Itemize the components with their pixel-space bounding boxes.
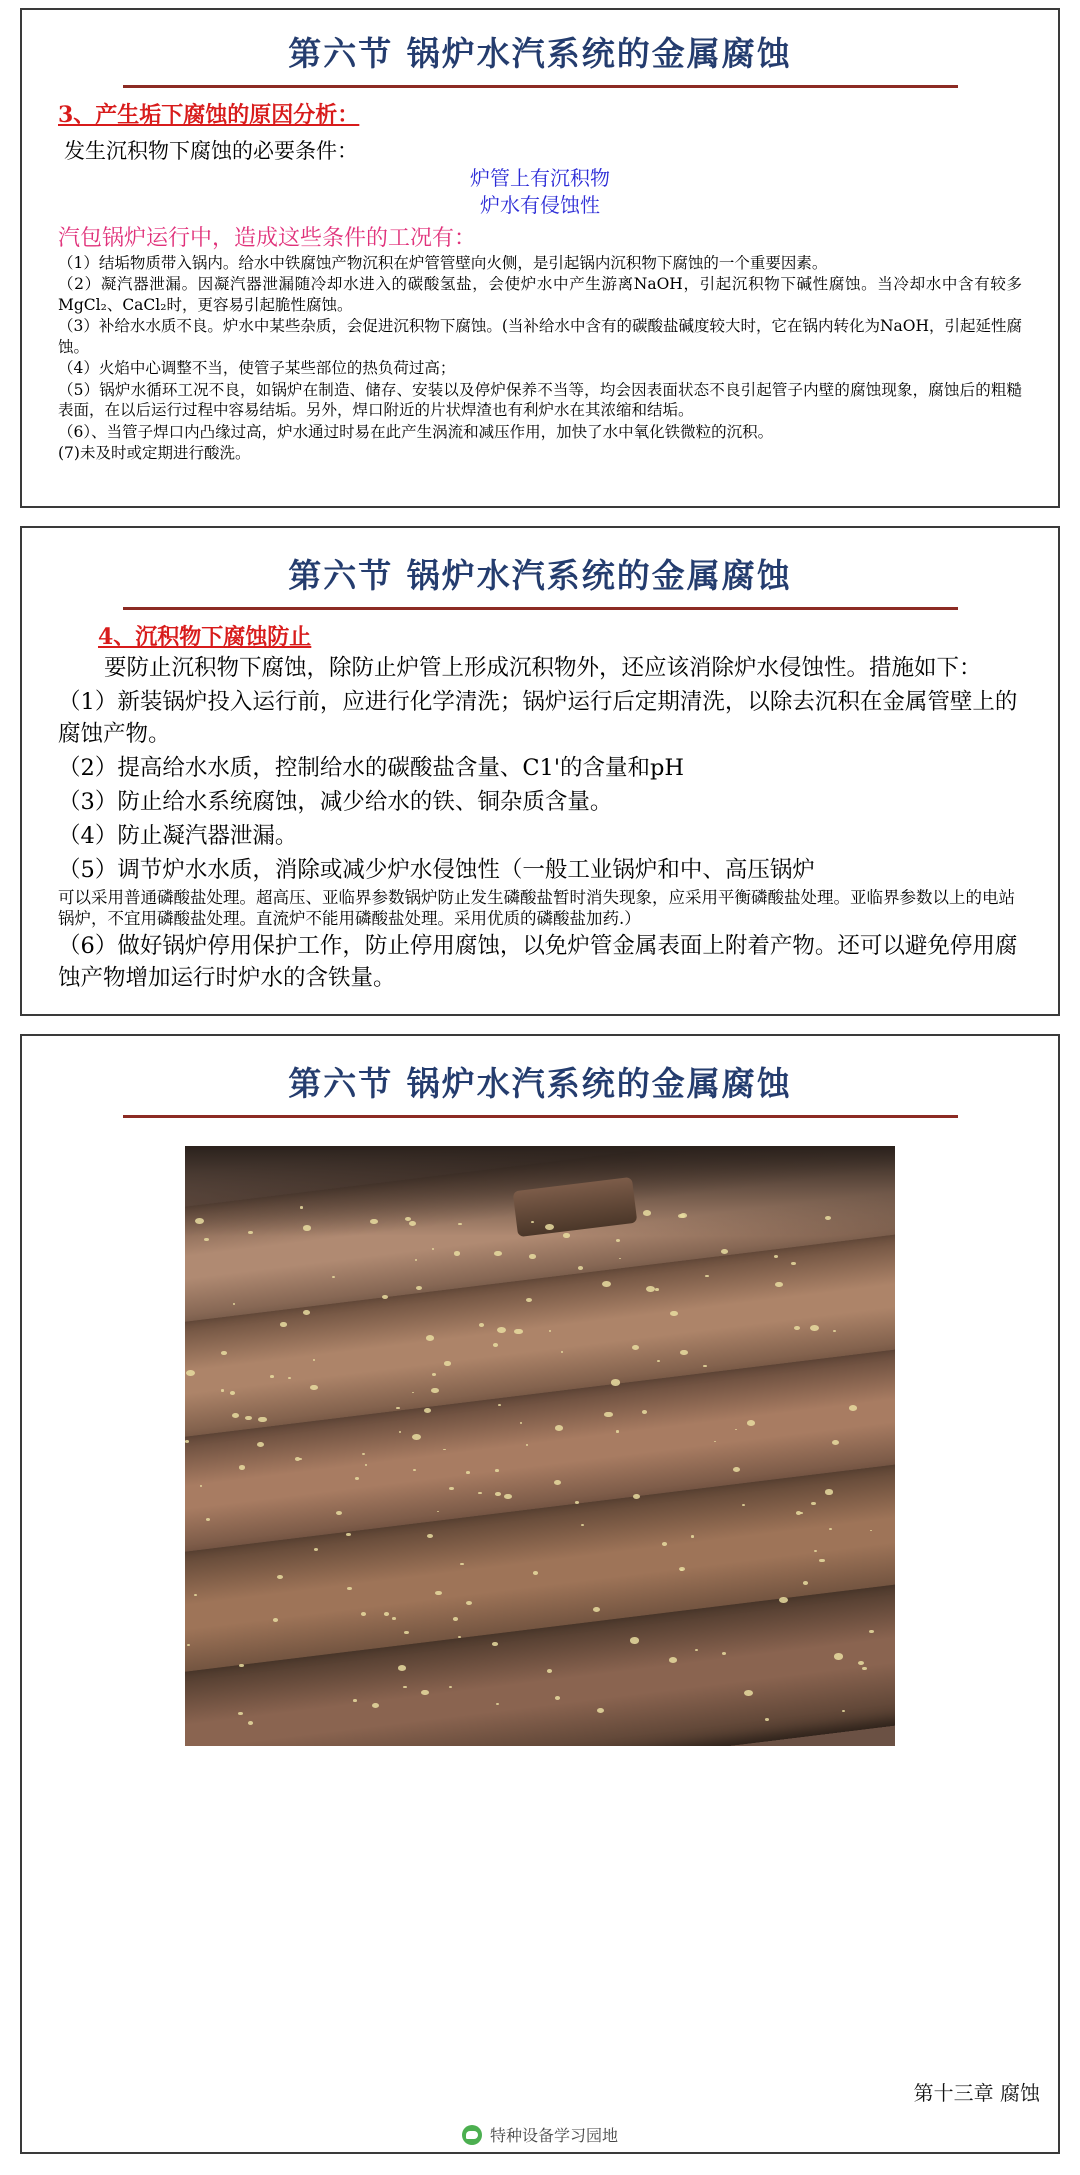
deposit-speck [300, 1206, 303, 1208]
title-divider [123, 1115, 958, 1118]
deposit-speck [303, 1310, 310, 1315]
slide-2-title: 第六节 锅炉水汽系统的金属腐蚀 [288, 556, 792, 595]
deposit-speck [453, 1617, 458, 1620]
deposit-speck [643, 1210, 651, 1216]
deposit-speck [655, 1288, 659, 1291]
deposit-speck [270, 1375, 274, 1378]
pink-statement: 汽包锅炉运行中，造成这些条件的工况有： [58, 226, 477, 251]
deposit-speck [680, 1350, 688, 1355]
deposit-speck [412, 1434, 421, 1440]
paragraph: （3）防止给水系统腐蚀，减少给水的铁、铜杂质含量。 [58, 788, 613, 815]
deposit-speck [662, 1542, 667, 1545]
deposit-speck [460, 1563, 464, 1565]
deposit-speck [204, 1238, 208, 1241]
deposit-speck [492, 1642, 497, 1646]
deposit-speck [336, 1511, 342, 1515]
deposit-speck [187, 1644, 190, 1646]
deposit-speck [597, 1708, 604, 1713]
deposit-speck [432, 1373, 436, 1376]
corrosion-photo [185, 1146, 895, 1746]
list-item: （4）火焰中心调整不当，使管子某些部位的热负荷过高； [58, 359, 456, 378]
deposit-speck [849, 1405, 857, 1411]
deposit-speck [495, 1469, 499, 1472]
paragraph: （5）调节炉水水质，消除或减少炉水侵蚀性（一般工业锅炉和中、高压锅炉 [58, 856, 815, 883]
deposit-speck [578, 1266, 583, 1270]
section-heading: 4、沉积物下腐蚀防止 [98, 624, 312, 650]
condition-2: 炉水有侵蚀性 [480, 193, 600, 217]
deposit-speck [496, 1703, 499, 1705]
deposit-speck [280, 1322, 287, 1327]
deposit-speck [561, 1351, 563, 1353]
deposit-speck [670, 1311, 677, 1316]
deposit-speck [611, 1379, 620, 1385]
deposit-speck [619, 1258, 621, 1259]
deposit-speck [520, 1422, 523, 1424]
deposit-speck [245, 1416, 251, 1420]
list-item: （1）结垢物质带入锅内。给水中铁腐蚀产物沉积在炉管管壁向火侧，是引起锅内沉积物下腐蚀的一个重要因素。 [58, 254, 828, 272]
deposit-speck [437, 1511, 439, 1512]
deposit-speck [555, 1425, 563, 1431]
paragraph: （4）防止凝汽器泄漏。 [58, 822, 298, 849]
section-subheading: 发生沉积物下腐蚀的必要条件： [64, 139, 358, 163]
slide-3-title: 第六节 锅炉水汽系统的金属腐蚀 [288, 1064, 792, 1103]
deposit-speck [258, 1417, 266, 1423]
slide-2-body [22, 610, 1058, 995]
deposit-speck [765, 1718, 769, 1721]
deposit-speck [431, 1388, 438, 1393]
deposit-speck [384, 1612, 389, 1615]
deposit-speck [399, 1431, 402, 1433]
deposit-speck [347, 1587, 351, 1590]
list-item: (7)未及时或定期进行酸洗。 [58, 444, 251, 463]
deposit-speck [679, 1567, 685, 1571]
deposit-speck [392, 1617, 396, 1620]
deposit-speck [444, 1361, 450, 1365]
deposit-speck [529, 1254, 536, 1259]
note-paragraph: 可以采用普通磷酸盐处理。超高压、亚临界参数锅炉防止发生磷酸盐暂时消失现象，应采用平衡磷酸盐处理。亚临界参数以上的电站锅炉，不宜用磷酸盐处理。直流炉不能用磷酸盐处理。采用优质的磷酸盐加药.） [58, 887, 1015, 928]
paragraph: 要防止沉积物下腐蚀，除防止炉管上形成沉积物外，还应该消除炉水侵蚀性。措施如下： [104, 655, 982, 681]
deposit-speck [678, 1214, 685, 1219]
deposit-speck [413, 1469, 416, 1471]
deposit-speck [257, 1442, 264, 1447]
deposit-speck [273, 1618, 278, 1622]
slide-1-body [22, 88, 1058, 464]
deposit-speck [404, 1631, 409, 1634]
deposit-speck [479, 1323, 484, 1327]
deposit-speck [705, 1275, 709, 1278]
deposit-speck [744, 1690, 753, 1696]
deposit-speck [426, 1335, 434, 1341]
document-page [0, 8, 1080, 2154]
deposit-speck [239, 1664, 244, 1667]
paragraph: （1）新装锅炉投入运行前，应进行化学清洗；锅炉运行后定期清洗，以除去沉积在金属管壁上的腐蚀产物。 [58, 688, 1018, 747]
section-heading: 3、产生垢下腐蚀的原因分析： [58, 102, 360, 128]
deposit-speck [526, 1298, 532, 1302]
deposit-speck [416, 1286, 422, 1290]
deposit-speck [497, 1327, 506, 1333]
deposit-speck [498, 1404, 501, 1406]
deposit-speck [409, 1221, 416, 1226]
page-footer: 第十三章 腐蚀 [913, 2081, 1040, 2105]
deposit-speck [206, 1518, 210, 1521]
list-item: （5）锅炉水循环工况不良，如锅炉在制造、储存、安装以及停炉保养不当等，均会因表面状态不良引起管子内壁的腐蚀现象，腐蚀后的粗糙表面，在以后运行过程中容易结垢。另外，焊口附近的片状焊渣也有利炉水在其浓缩和结垢。 [58, 380, 1022, 420]
deposit-speck [825, 1489, 833, 1494]
slide-3 [20, 1034, 1060, 2154]
deposit-speck [421, 1690, 428, 1695]
deposit-speck [779, 1597, 788, 1603]
deposit-speck [303, 1225, 311, 1230]
deposit-speck [239, 1465, 246, 1470]
wechat-icon [462, 2125, 482, 2145]
deposit-speck [365, 1464, 367, 1466]
deposit-speck [232, 1413, 239, 1418]
wechat-label: 特种设备学习园地 [489, 2126, 618, 2145]
deposit-speck [493, 1343, 498, 1347]
deposit-speck [834, 1653, 843, 1659]
deposit-speck [575, 1501, 579, 1504]
deposit-speck [722, 1652, 726, 1655]
deposit-speck [602, 1281, 611, 1287]
deposit-speck [842, 1710, 844, 1712]
list-item: （3）补给水水质不良。炉水中某些杂质，会促进沉积物下腐蚀。(当补给水中含有的碳酸盐碱度较大时，它在锅内转化为NaOH，引起延性腐蚀。 [58, 317, 1022, 356]
deposit-speck [313, 1359, 315, 1360]
deposit-speck [504, 1494, 511, 1499]
deposit-speck [458, 1636, 461, 1638]
slide-2 [20, 526, 1060, 1016]
deposit-speck [616, 1239, 620, 1242]
paragraph: （2）提高给水水质，控制给水的碳酸盐含量、C1'的含量和pH [58, 754, 685, 781]
deposit-speck [825, 1216, 831, 1220]
deposit-speck [695, 1649, 698, 1651]
deposit-speck [869, 1630, 873, 1633]
deposit-speck [630, 1637, 639, 1643]
list-item: （2）凝汽器泄漏。因凝汽器泄漏随冷却水进入的碳酸氢盐，会使炉水中产生游离NaOH，引起沉积物下碱性腐蚀。当冷却水中含有较多MgCl₂、CaCl₂时，更容易引起脆性腐蚀。 [58, 275, 1022, 314]
deposit-speck [332, 1276, 335, 1278]
deposit-speck [353, 1699, 357, 1702]
deposit-speck [796, 1511, 801, 1515]
deposit-speck [526, 1444, 528, 1445]
deposit-speck [563, 1233, 569, 1237]
deposit-speck [458, 1223, 462, 1225]
slide-1-title: 第六节 锅炉水汽系统的金属腐蚀 [288, 34, 792, 73]
deposit-speck [248, 1721, 253, 1725]
deposit-speck [833, 1330, 836, 1332]
deposit-speck [466, 1471, 470, 1474]
list-item: （6）、当管子焊口内凸缘过高，炉水通过时易在此产生涡流和减压作用，加快了水中氧化铁微粒的沉积。 [58, 422, 774, 441]
deposit-speck [361, 1612, 366, 1616]
paragraph: （6）做好锅炉停用保护工作，防止停用腐蚀，以免炉管金属表面上附着产物。还可以避免停用腐蚀产物增加运行时炉水的含铁量。 [58, 933, 1018, 992]
deposit-speck [803, 1581, 808, 1585]
deposit-speck [221, 1389, 225, 1392]
deposit-speck [295, 1457, 300, 1461]
deposit-speck [547, 1669, 552, 1673]
slide-1 [20, 8, 1060, 508]
deposit-speck [669, 1657, 677, 1663]
condition-1: 炉管上有沉积物 [470, 166, 610, 190]
deposit-speck [454, 1251, 460, 1255]
deposit-speck [495, 1492, 500, 1496]
deposit-speck [427, 1534, 433, 1538]
deposit-speck [811, 1502, 816, 1505]
deposit-speck [362, 1453, 365, 1455]
deposit-speck [870, 1530, 872, 1531]
deposit-speck [230, 1391, 235, 1395]
deposit-speck [642, 1410, 648, 1414]
wechat-credit [22, 2123, 1058, 2146]
